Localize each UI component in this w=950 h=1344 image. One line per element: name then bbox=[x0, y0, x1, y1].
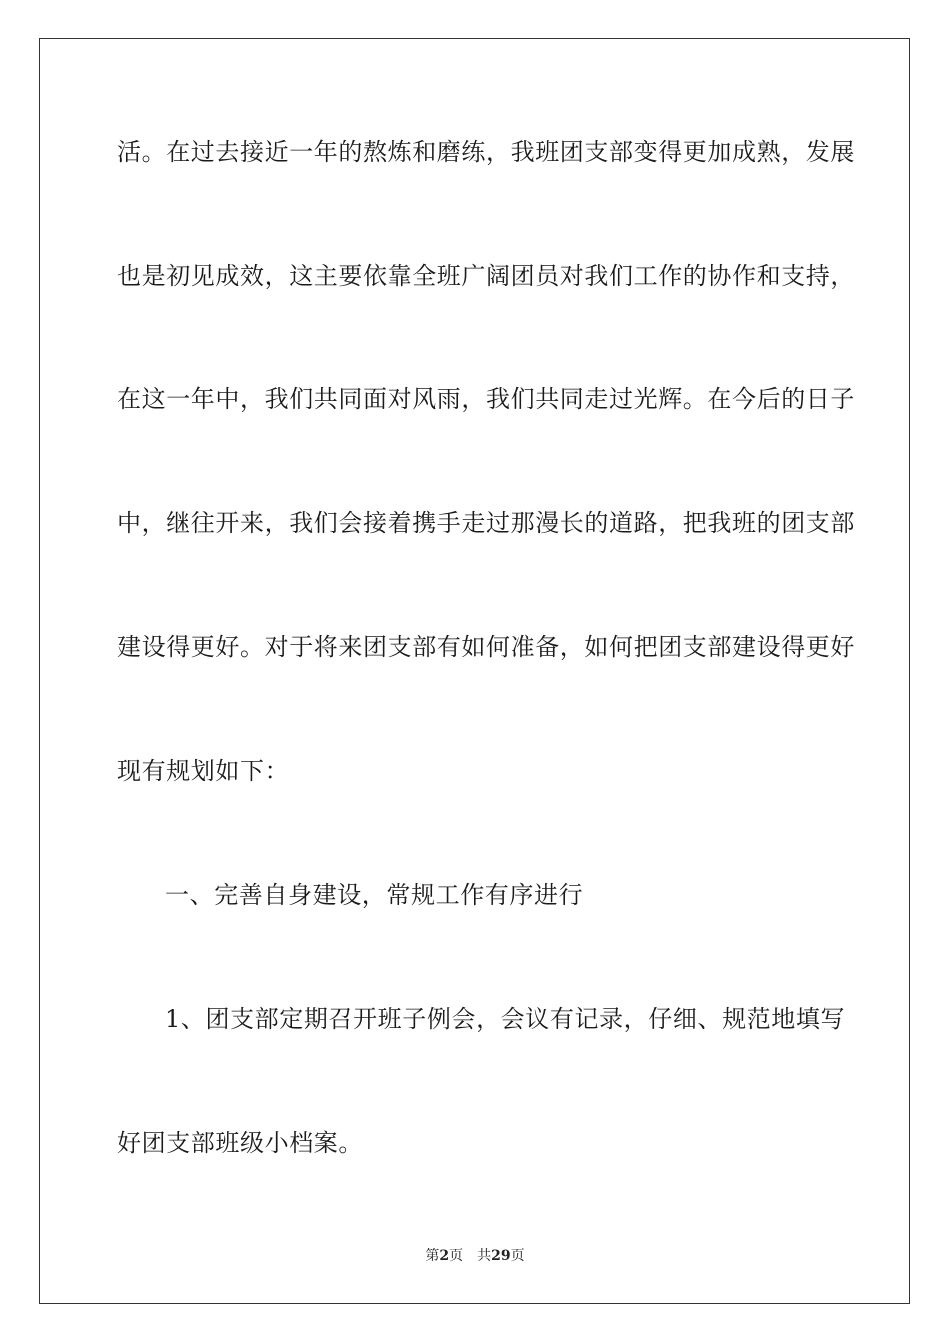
body-text-line-5: 建设得更好。对于将来团支部有如何准备，如何把团支部建设得更好 bbox=[117, 633, 855, 661]
body-text-line-1: 活。在过去接近一年的熬炼和磨练，我班团支部变得更加成熟，发展 bbox=[117, 138, 855, 166]
list-item-1-line-2: 好团支部班级小档案。 bbox=[117, 1129, 363, 1157]
total-pages: 29 bbox=[491, 1248, 511, 1264]
total-prefix: 共 bbox=[477, 1248, 492, 1264]
list-item-1-line-1: 1、团支部定期召开班子例会，会议有记录，仔细、规范地填写 bbox=[165, 1005, 846, 1033]
body-text-line-3: 在这一年中，我们共同面对风雨，我们共同走过光辉。在今后的日子 bbox=[117, 385, 855, 413]
page-footer bbox=[0, 1247, 950, 1265]
body-text-line-2: 也是初见成效，这主要依靠全班广阔团员对我们工作的协作和支持， bbox=[117, 262, 855, 290]
total-suffix: 页 bbox=[510, 1248, 525, 1264]
body-text-line-4: 中，继往开来，我们会接着携手走过那漫长的道路，把我班的团支部 bbox=[117, 509, 855, 537]
page-suffix: 页 bbox=[449, 1248, 464, 1264]
page-prefix: 第 bbox=[425, 1248, 440, 1264]
page-number: 2 bbox=[439, 1248, 450, 1264]
page-border bbox=[39, 38, 910, 1304]
body-text-line-6: 现有规划如下： bbox=[117, 757, 290, 785]
section-heading: 一、完善自身建设，常规工作有序进行 bbox=[165, 881, 584, 909]
